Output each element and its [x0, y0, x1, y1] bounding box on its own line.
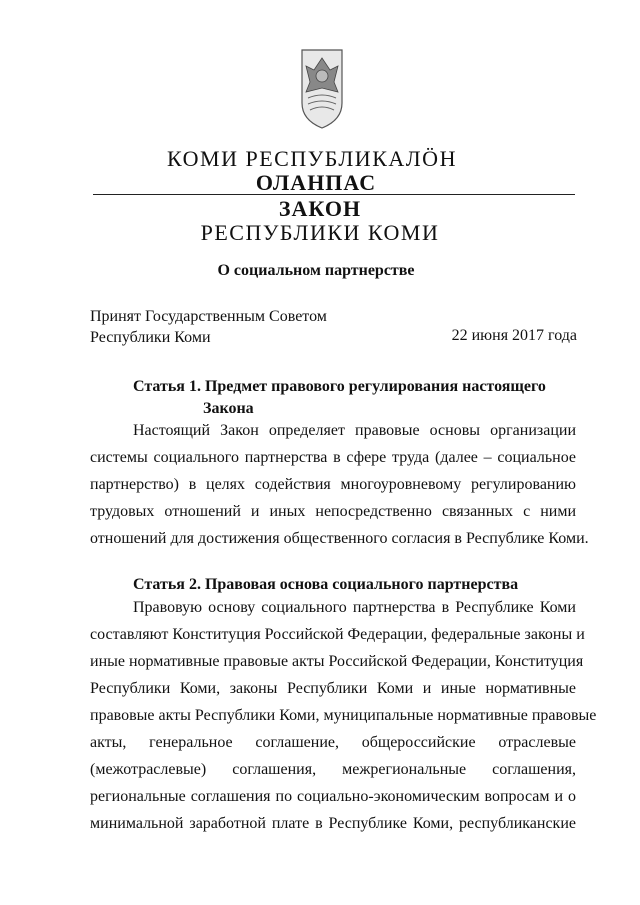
article-2-heading: Статья 2. Правовая основа социального партнерства — [133, 576, 519, 593]
header-divider — [93, 194, 575, 195]
paragraph-line: (межотраслевые) соглашения, межрегиональные соглашения, — [90, 761, 576, 778]
adoption-date: 22 июня 2017 года — [451, 327, 577, 344]
paragraph-line: партнерство) в целях содействия многоуровневому регулированию — [90, 476, 576, 493]
paragraph-line: Настоящий Закон определяет правовые основы организации — [133, 422, 576, 439]
article-2-paragraph — [90, 594, 597, 837]
article-1-paragraph — [90, 417, 589, 552]
header-republic-komi: РЕСПУБЛИКИ КОМИ — [200, 220, 440, 245]
paragraph-line: отношений для достижения общественного согласия в Республике Коми. — [90, 530, 589, 547]
paragraph-line: правовые акты Республики Коми, муниципальные нормативные правовые — [90, 707, 597, 724]
article-1-heading — [133, 376, 546, 420]
header-olanpas: ОЛАНПАС — [255, 170, 377, 195]
header-komi-republic: КОМИ РЕСПУБЛИКАЛӦН — [167, 146, 457, 171]
adoption-line-1: Принят Государственным Советом — [90, 308, 327, 325]
paragraph-line: региональные соглашения по социально-экономическим вопросам и о — [90, 788, 576, 805]
paragraph-line: трудовых отношений и иных непосредственно связанных с ними — [90, 503, 576, 520]
paragraph-line: иные нормативные правовые акты Российской Федерации, Конституция — [90, 653, 584, 670]
paragraph-line: минимальной заработной плате в Республике Коми, республиканские — [90, 815, 576, 832]
header-zakon: ЗАКОН — [278, 196, 362, 221]
coat-of-arms-icon — [300, 48, 344, 130]
paragraph-line: системы социального партнерства в сфере труда (далее – социальное — [90, 449, 576, 466]
law-subject-title: О социальном партнерстве — [217, 262, 415, 279]
article-1-heading-line-1: Статья 1. Предмет правового регулирования настоящего — [133, 378, 546, 395]
paragraph-line: акты, генеральное соглашение, общероссийские отраслевые — [90, 734, 576, 751]
adoption-line-2: Республики Коми — [90, 329, 211, 346]
paragraph-line: составляют Конституция Российской Федерации, федеральные законы и — [90, 626, 585, 643]
paragraph-line: Республики Коми, законы Республики Коми и иные нормативные — [90, 680, 576, 697]
adoption-info — [90, 306, 327, 348]
paragraph-line: Правовую основу социального партнерства в Республике Коми — [133, 599, 576, 616]
article-1-heading-line-2: Закона — [203, 400, 254, 417]
